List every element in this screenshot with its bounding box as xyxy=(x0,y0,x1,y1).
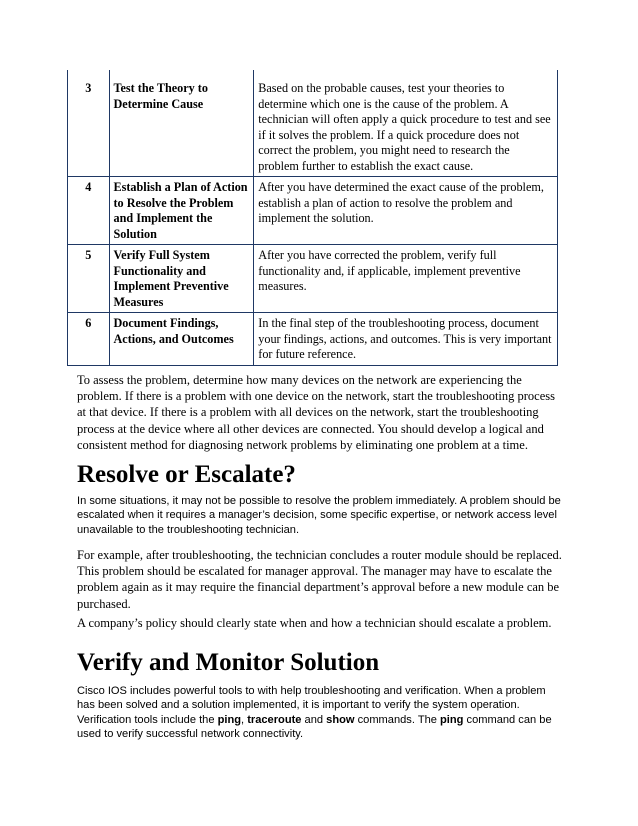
verify-text: , xyxy=(241,713,248,726)
verify-text: and xyxy=(301,713,327,726)
step-description: Based on the probable causes, test your theories to determine which one is the cause of the problem. A technician will often apply a quick procedure to test and see if it solves the problem. If a quick procedure does not correct the problem, you might need to research the problem further to establish the exact cause. xyxy=(254,70,558,177)
step-number: 4 xyxy=(68,177,110,245)
resolve-heading: Resolve or Escalate? xyxy=(77,461,296,488)
resolve-paragraph-2: For example, after troubleshooting, the technician concludes a router module should be replaced. This problem should be escalated for manager approval. The manager may have to escalate the problem again as it may require the financial department’s approval before a new module can be purchased. xyxy=(77,548,562,611)
step-number: 6 xyxy=(68,313,110,366)
resolve-paragraph-3: A company’s policy should clearly state when and how a technician should escalate a problem. xyxy=(77,616,552,630)
verify-paragraph xyxy=(77,684,563,742)
verify-text: commands. The xyxy=(354,713,441,726)
table-row xyxy=(68,70,558,177)
step-number: 5 xyxy=(68,245,110,313)
verify-heading: Verify and Monitor Solution xyxy=(77,649,380,676)
table-row xyxy=(68,177,558,245)
table-row xyxy=(68,245,558,313)
step-name: Verify Full System Functionality and Implement Preventive Measures xyxy=(109,245,254,313)
ping-command: ping xyxy=(217,713,242,726)
traceroute-command: traceroute xyxy=(247,713,302,726)
step-name: Document Findings, Actions, and Outcomes xyxy=(109,313,254,366)
step-description: After you have corrected the problem, verify full functionality and, if applicable, implement preventive measures. xyxy=(254,245,558,313)
table-row xyxy=(68,313,558,366)
troubleshooting-steps-table xyxy=(67,70,558,366)
step-description: In the final step of the troubleshooting process, document your findings, actions, and outcomes. This is very important for future reference. xyxy=(254,313,558,366)
step-name: Test the Theory to Determine Cause xyxy=(109,70,254,177)
assess-paragraph: To assess the problem, determine how many devices on the network are experiencing the problem. If there is a problem with one device on the network, start the troubleshooting process at that device. If there is a problem with all devices on the network, start the troubleshooting process at the device where all other devices are connected. You should develop a logical and consistent method for diagnosing network problems by eliminating one problem at a time. xyxy=(77,373,555,452)
ping-command: ping xyxy=(440,713,464,726)
step-name: Establish a Plan of Action to Resolve the Problem and Implement the Solution xyxy=(109,177,254,245)
show-command: show xyxy=(326,713,355,726)
step-number: 3 xyxy=(68,70,110,177)
resolve-paragraph-1: In some situations, it may not be possible to resolve the problem immediately. A problem should be escalated when it requires a manager’s decision, some specific expertise, or network access level unavailable to the troubleshooting technician. xyxy=(77,495,561,536)
verify-text: Cisco IOS includes powerful tools to with help troubleshooting and verification. When a problem has been solved and a solution implemented, it is important to verify the system operation. Verification tools include the xyxy=(77,685,546,726)
step-description: After you have determined the exact cause of the problem, establish a plan of action to resolve the problem and implement the solution. xyxy=(254,177,558,245)
verify-text: command can be used to verify successful network connectivity. xyxy=(77,713,552,741)
